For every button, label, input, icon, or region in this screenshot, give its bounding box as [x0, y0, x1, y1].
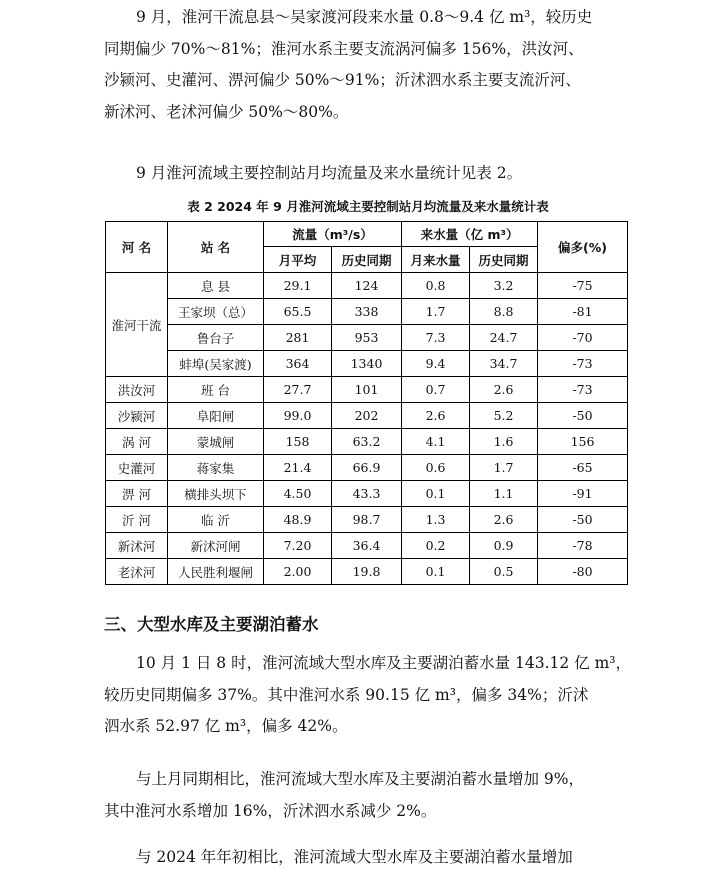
cell-river: 老沭河: [106, 559, 168, 585]
text-line: 沙颍河、史灌河、淠河偏少 50%～91%；沂沭泗水系主要支流沂河、: [104, 71, 581, 89]
cell-flow-hist: 36.4: [332, 533, 402, 559]
cell-volume-hist: 1.6: [470, 429, 538, 455]
section-title: 三、大型水库及主要湖泊蓄水: [104, 615, 319, 634]
cell-volume-hist: 34.7: [470, 351, 538, 377]
cell-station: 蒙城闸: [168, 429, 264, 455]
cell-anomaly: -65: [538, 455, 628, 481]
cell-station: 横排头坝下: [168, 481, 264, 507]
cell-river: 洪汝河: [106, 377, 168, 403]
cell-volume-hist: 3.2: [470, 273, 538, 299]
cell-flow-hist: 66.9: [332, 455, 402, 481]
cell-flow: 364: [264, 351, 332, 377]
cell-flow-hist: 1340: [332, 351, 402, 377]
cell-anomaly: -70: [538, 325, 628, 351]
cell-station: 鲁台子: [168, 325, 264, 351]
cell-station: 蒋家集: [168, 455, 264, 481]
cell-river: 沂 河: [106, 507, 168, 533]
cell-volume-hist: 2.6: [470, 377, 538, 403]
table-row: [106, 351, 628, 377]
cell-station: 蚌埠(吴家渡): [168, 351, 264, 377]
cell-flow: 21.4: [264, 455, 332, 481]
cell-volume-hist: 24.7: [470, 325, 538, 351]
cell-volume-hist: 0.9: [470, 533, 538, 559]
cell-station: 阜阳闸: [168, 403, 264, 429]
cell-volume: 0.8: [402, 273, 470, 299]
table-row: [106, 559, 628, 585]
cell-volume: 0.6: [402, 455, 470, 481]
table-row: [106, 429, 628, 455]
text-line: 较历史同期偏多 37%。其中淮河水系 90.15 亿 m³，偏多 34%；沂沭: [104, 685, 589, 704]
text-line: 9 月淮河流域主要控制站月均流量及来水量统计见表 2。: [136, 164, 523, 182]
cell-river: 淮河干流: [106, 273, 168, 377]
cell-volume-hist: 1.1: [470, 481, 538, 507]
cell-flow: 48.9: [264, 507, 332, 533]
cell-flow: 7.20: [264, 533, 332, 559]
cell-anomaly: -73: [538, 377, 628, 403]
cell-flow-hist: 98.7: [332, 507, 402, 533]
cell-flow: 281: [264, 325, 332, 351]
header-hist-vol: 历史同期: [470, 247, 538, 273]
cell-station: 临 沂: [168, 507, 264, 533]
cell-river: 史灌河: [106, 455, 168, 481]
text-line: 同期偏少 70%～81%；淮河水系主要支流涡河偏多 156%，洪汝河、: [104, 39, 584, 58]
cell-volume: 7.3: [402, 325, 470, 351]
cell-volume: 0.1: [402, 481, 470, 507]
cell-anomaly: -81: [538, 299, 628, 325]
table-row: [106, 377, 628, 403]
header-monthly-vol: 月来水量: [402, 247, 470, 273]
cell-volume: 0.7: [402, 377, 470, 403]
text-line: 其中淮河水系增加 16%，沂沭泗水系减少 2%。: [104, 801, 437, 820]
text-line: 与上月同期相比，淮河流域大型水库及主要湖泊蓄水量增加 9%，: [136, 770, 585, 788]
cell-anomaly: -78: [538, 533, 628, 559]
cell-station: 王家坝（总）: [168, 299, 264, 325]
cell-volume-hist: 0.5: [470, 559, 538, 585]
cell-volume: 2.6: [402, 403, 470, 429]
cell-volume-hist: 8.8: [470, 299, 538, 325]
table-caption: 表 2 2024 年 9 月淮河流域主要控制站月均流量及来水量统计表: [187, 199, 549, 214]
cell-flow-hist: 19.8: [332, 559, 402, 585]
paragraph-inflow-summary: [104, 2, 632, 128]
table-row: [106, 481, 628, 507]
cell-river: 涡 河: [106, 429, 168, 455]
cell-anomaly: 156: [538, 429, 628, 455]
cell-volume: 0.1: [402, 559, 470, 585]
header-monthly-avg: 月平均: [264, 247, 332, 273]
cell-volume: 1.7: [402, 299, 470, 325]
table-row: [106, 325, 628, 351]
cell-anomaly: -50: [538, 403, 628, 429]
cell-volume: 1.3: [402, 507, 470, 533]
header-river: 河 名: [106, 222, 168, 273]
table-body: [106, 273, 628, 585]
cell-flow: 29.1: [264, 273, 332, 299]
cell-station: 息 县: [168, 273, 264, 299]
cell-flow: 4.50: [264, 481, 332, 507]
cell-station: 班 台: [168, 377, 264, 403]
cell-flow-hist: 338: [332, 299, 402, 325]
cell-anomaly: -91: [538, 481, 628, 507]
cell-flow-hist: 101: [332, 377, 402, 403]
cell-flow: 27.7: [264, 377, 332, 403]
cell-station: 新沭河闸: [168, 533, 264, 559]
header-flow: 流量（m³/s）: [264, 222, 402, 247]
cell-flow: 65.5: [264, 299, 332, 325]
cell-volume: 0.2: [402, 533, 470, 559]
table-row: [106, 533, 628, 559]
cell-volume-hist: 2.6: [470, 507, 538, 533]
cell-volume-hist: 1.7: [470, 455, 538, 481]
cell-flow-hist: 63.2: [332, 429, 402, 455]
text-line: 新沭河、老沭河偏少 50%～80%。: [104, 102, 349, 121]
text-line: 泗水系 52.97 亿 m³，偏多 42%。: [104, 717, 348, 735]
cell-flow: 158: [264, 429, 332, 455]
table-row: [106, 455, 628, 481]
cell-river: 沙颍河: [106, 403, 168, 429]
header-hist-avg: 历史同期: [332, 247, 402, 273]
station-flow-table: [105, 221, 628, 585]
cell-anomaly: -50: [538, 507, 628, 533]
cell-volume: 4.1: [402, 429, 470, 455]
header-volume: 来水量（亿 m³）: [402, 222, 538, 247]
paragraph-table-reference: [104, 158, 632, 190]
table-row: [106, 299, 628, 325]
paragraph-month-compare: [104, 764, 632, 827]
cell-volume-hist: 5.2: [470, 403, 538, 429]
paragraph-storage-total: [104, 648, 632, 743]
cell-anomaly: -80: [538, 559, 628, 585]
text-line: 与 2024 年年初相比，淮河流域大型水库及主要湖泊蓄水量增加: [136, 848, 573, 866]
cell-flow-hist: 124: [332, 273, 402, 299]
header-station: 站 名: [168, 222, 264, 273]
cell-flow: 99.0: [264, 403, 332, 429]
table-row: [106, 403, 628, 429]
header-anomaly: 偏多(%): [538, 222, 628, 273]
cell-station: 人民胜利堰闸: [168, 559, 264, 585]
cell-flow-hist: 202: [332, 403, 402, 429]
cell-anomaly: -73: [538, 351, 628, 377]
cell-river: 淠 河: [106, 481, 168, 507]
table-row: [106, 507, 628, 533]
text-line: 9 月，淮河干流息县～吴家渡河段来水量 0.8～9.4 亿 m³，较历史: [136, 8, 593, 26]
table-row: [106, 273, 628, 299]
cell-anomaly: -75: [538, 273, 628, 299]
cell-volume: 9.4: [402, 351, 470, 377]
cell-river: 新沭河: [106, 533, 168, 559]
cell-flow-hist: 953: [332, 325, 402, 351]
text-line: 10 月 1 日 8 时，淮河流域大型水库及主要湖泊蓄水量 143.12 亿 m³，: [136, 654, 632, 672]
cell-flow-hist: 43.3: [332, 481, 402, 507]
cell-flow: 2.00: [264, 559, 332, 585]
